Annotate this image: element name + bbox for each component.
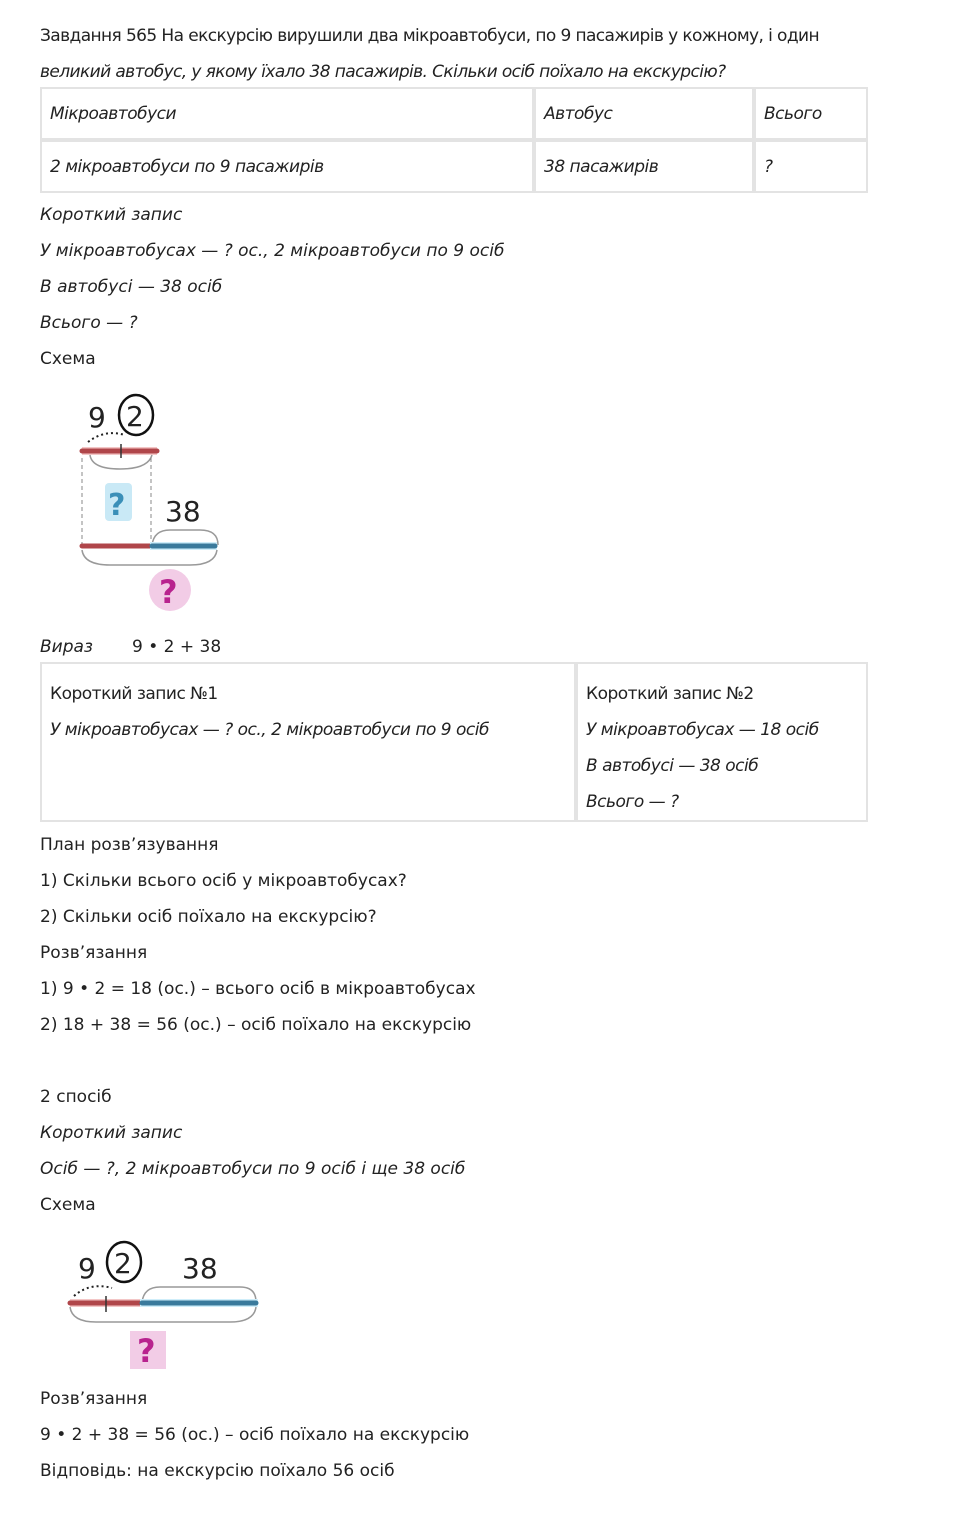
short-note-1-cell — [40, 662, 576, 822]
solution-title: Розв’язання — [40, 943, 148, 963]
total-brace — [70, 1307, 256, 1322]
scheme-label-bus: 38 — [165, 495, 201, 528]
expression-label: Вираз — [40, 637, 93, 657]
plan-title: План розв’язування — [40, 835, 219, 855]
dotted-arc-icon — [88, 433, 125, 442]
plan-step-2: 2) Скільки осіб поїхало на екскурсію? — [40, 907, 377, 927]
short-note-2-line-2: В автобусі — 38 осіб — [586, 756, 759, 776]
short-note-1-line: У мікроавтобусах — ? ос., 2 мікроавтобуси по 9 осіб — [50, 720, 489, 740]
plan-step-1: 1) Скільки всього осіб у мікроавтобусах? — [40, 871, 407, 891]
answer-line: Відповідь: на екскурсію поїхало 56 осіб — [40, 1461, 395, 1481]
expression-value: 9 • 2 + 38 — [132, 637, 222, 657]
table-cell-total: ? — [754, 140, 868, 193]
scheme-diagram-2 — [60, 1230, 270, 1375]
solution-step-1: 1) 9 • 2 = 18 (ос.) – всього осіб в мікроавтобусах — [40, 979, 476, 999]
scheme-label-count: 2 — [126, 400, 144, 433]
short-notes-table — [40, 662, 868, 822]
short-note-line-1: У мікроавтобусах — ? ос., 2 мікроавтобуси по 9 осіб — [40, 241, 505, 261]
scheme-2-label-count: 2 — [114, 1247, 132, 1280]
task-text-line-1: Завдання 565 На екскурсію вирушили два мікроавтобуси, по 9 пасажирів у кожному, і один — [40, 26, 819, 46]
table-cell-bus: 38 пасажирів — [534, 140, 754, 193]
scheme-title: Схема — [40, 349, 96, 369]
total-question-mark: ? — [159, 573, 178, 611]
short-note-2-line-1: У мікроавтобусах — 18 осіб — [586, 720, 819, 740]
method-2-scheme-title: Схема — [40, 1195, 96, 1215]
total-brace — [82, 550, 217, 565]
micro-question-mark: ? — [108, 488, 126, 523]
method-2-short-line: Осіб — ?, 2 мікроавтобуси по 9 осіб і ще 38 осіб — [40, 1159, 466, 1179]
method-2-short-title: Короткий запис — [40, 1123, 183, 1143]
short-note-2-cell — [576, 662, 868, 822]
dotted-arc-icon — [74, 1286, 112, 1296]
scheme-diagram-1 — [70, 385, 240, 615]
short-note-line-3: Всього — ? — [40, 313, 138, 333]
method-2-solution-title: Розв’язання — [40, 1389, 148, 1409]
table-header-total: Всього — [754, 87, 868, 140]
short-note-line-2: В автобусі — 38 осіб — [40, 277, 223, 297]
task-text-line-2: великий автобус, у якому їхало 38 пасажирів. Скільки осіб поїхало на екскурсію? — [40, 62, 726, 82]
data-table — [40, 87, 868, 193]
scheme-2-label-per: 9 — [78, 1252, 96, 1285]
total-question-mark: ? — [137, 1332, 156, 1370]
table-header-micro: Мікроавтобуси — [40, 87, 534, 140]
method-2-solution-line: 9 • 2 + 38 = 56 (ос.) – осіб поїхало на екскурсію — [40, 1425, 470, 1445]
scheme-2-label-bus: 38 — [182, 1252, 218, 1285]
short-note-2-title: Короткий запис №2 — [586, 684, 754, 704]
scheme-label-per: 9 — [88, 401, 106, 434]
method-2-title: 2 спосіб — [40, 1087, 112, 1107]
table-header-bus: Автобус — [534, 87, 754, 140]
table-cell-micro: 2 мікроавтобуси по 9 пасажирів — [40, 140, 534, 193]
solution-step-2: 2) 18 + 38 = 56 (ос.) – осіб поїхало на екскурсію — [40, 1015, 472, 1035]
short-note-title: Короткий запис — [40, 205, 183, 225]
short-note-1-title: Короткий запис №1 — [50, 684, 218, 704]
short-note-2-line-3: Всього — ? — [586, 792, 679, 812]
